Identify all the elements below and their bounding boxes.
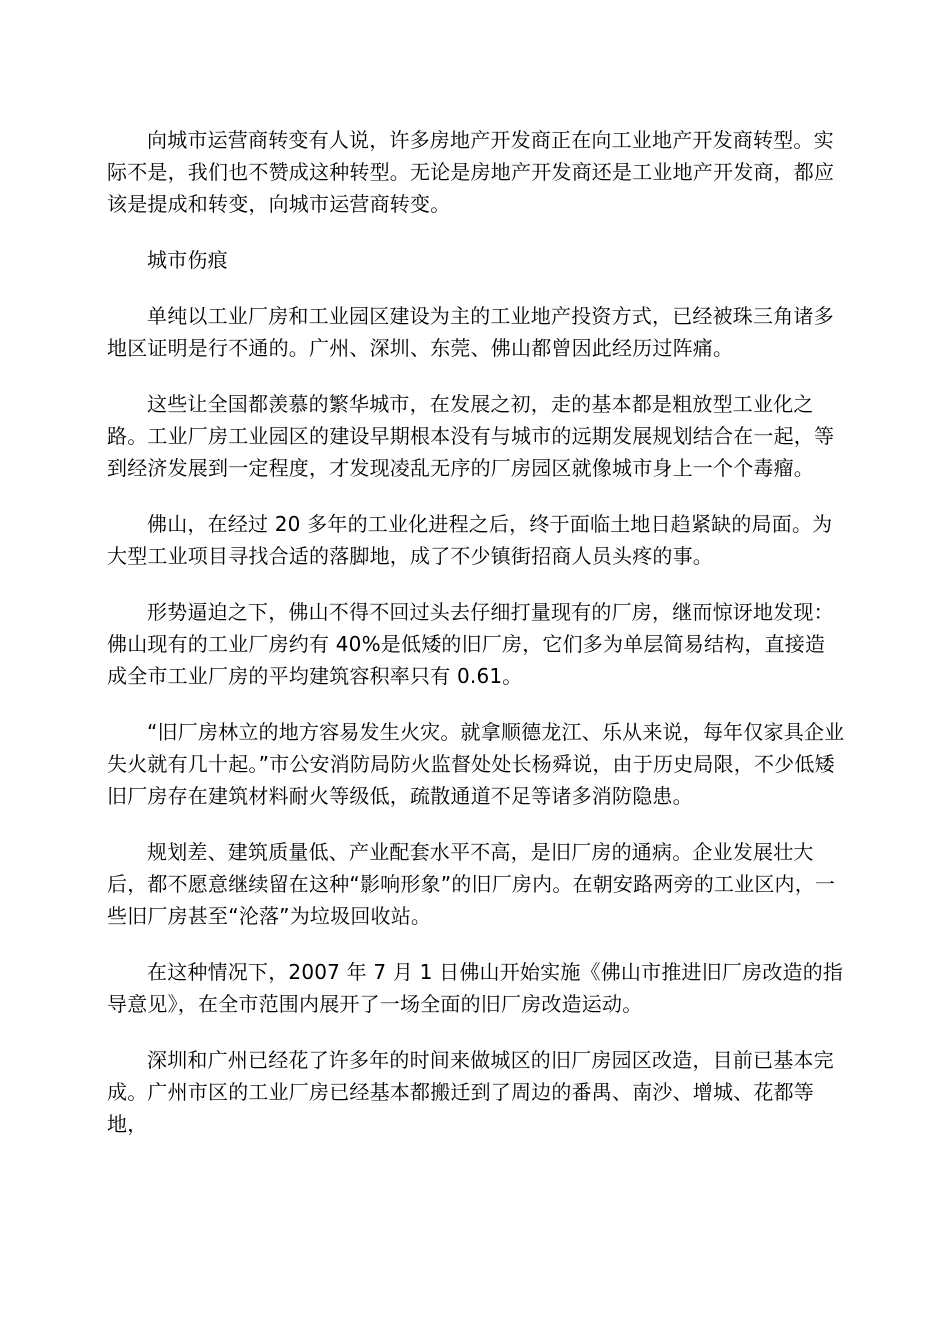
paragraph-8: 在这种情况下，2007 年 7 月 1 日佛山开始实施《佛山市推进旧厂房改造的指导意见》，在全市范围内展开了一场全面的旧厂房改造运动。 [107,960,844,1016]
paragraph-1: 向城市运营商转变有人说，许多房地产开发商正在向工业地产开发商转型。实际不是，我们也不赞成这种转型。无论是房地产开发商还是工业地产开发商，都应该是提成和转变，向城市运营商转变。 [107,128,835,216]
paragraph-9: 深圳和广州已经花了许多年的时间来做城区的旧厂房园区改造，目前已基本完成。广州市区的工业厂房已经基本都搬迁到了周边的番禺、南沙、增城、花都等地， [107,1048,834,1136]
paragraph-4: 佛山，在经过 20 多年的工业化进程之后，终于面临土地日趋紧缺的局面。为大型工业项目寻找合适的落脚地，成了不少镇街招商人员头疼的事。 [107,512,833,568]
paragraph-2: 单纯以工业厂房和工业园区建设为主的工业地产投资方式，已经被珠三角诸多地区证明是行不通的。广州、深圳、东莞、佛山都曾因此经历过阵痛。 [107,304,834,360]
paragraph-3: 这些让全国都羡慕的繁华城市，在发展之初，走的基本都是粗放型工业化之路。工业厂房工业园区的建设早期根本没有与城市的远期发展规划结合在一起，等到经济发展到一定程度，才发现凌乱无序的厂房园区就像城市身上一个个毒瘤。 [107,392,835,480]
paragraph-7: 规划差、建筑质量低、产业配套水平不高，是旧厂房的通病。企业发展壮大后，都不愿意继续留在这种“影响形象”的旧厂房内。在朝安路两旁的工业区内，一些旧厂房甚至“沦落”为垃圾回收站。 [107,840,836,928]
paragraph-5: 形势逼迫之下，佛山不得不回过头去仔细打量现有的厂房，继而惊讶地发现：佛山现有的工业厂房约有 40%是低矮的旧厂房，它们多为单层简易结构，直接造成全市工业厂房的平均建筑容积率只有 0.61。 [107,600,834,688]
section-heading: 城市伤痕 [147,248,228,272]
paragraph-6: “旧厂房林立的地方容易发生火灾。就拿顺德龙江、乐从来说，每年仅家具企业失火就有几十起。”市公安消防局防火监督处处长杨舜说，由于历史局限，不少低矮旧厂房存在建筑材料耐火等级低，疏散通道不足等诸多消防隐患。 [107,720,845,808]
article-body [107,124,845,1164]
